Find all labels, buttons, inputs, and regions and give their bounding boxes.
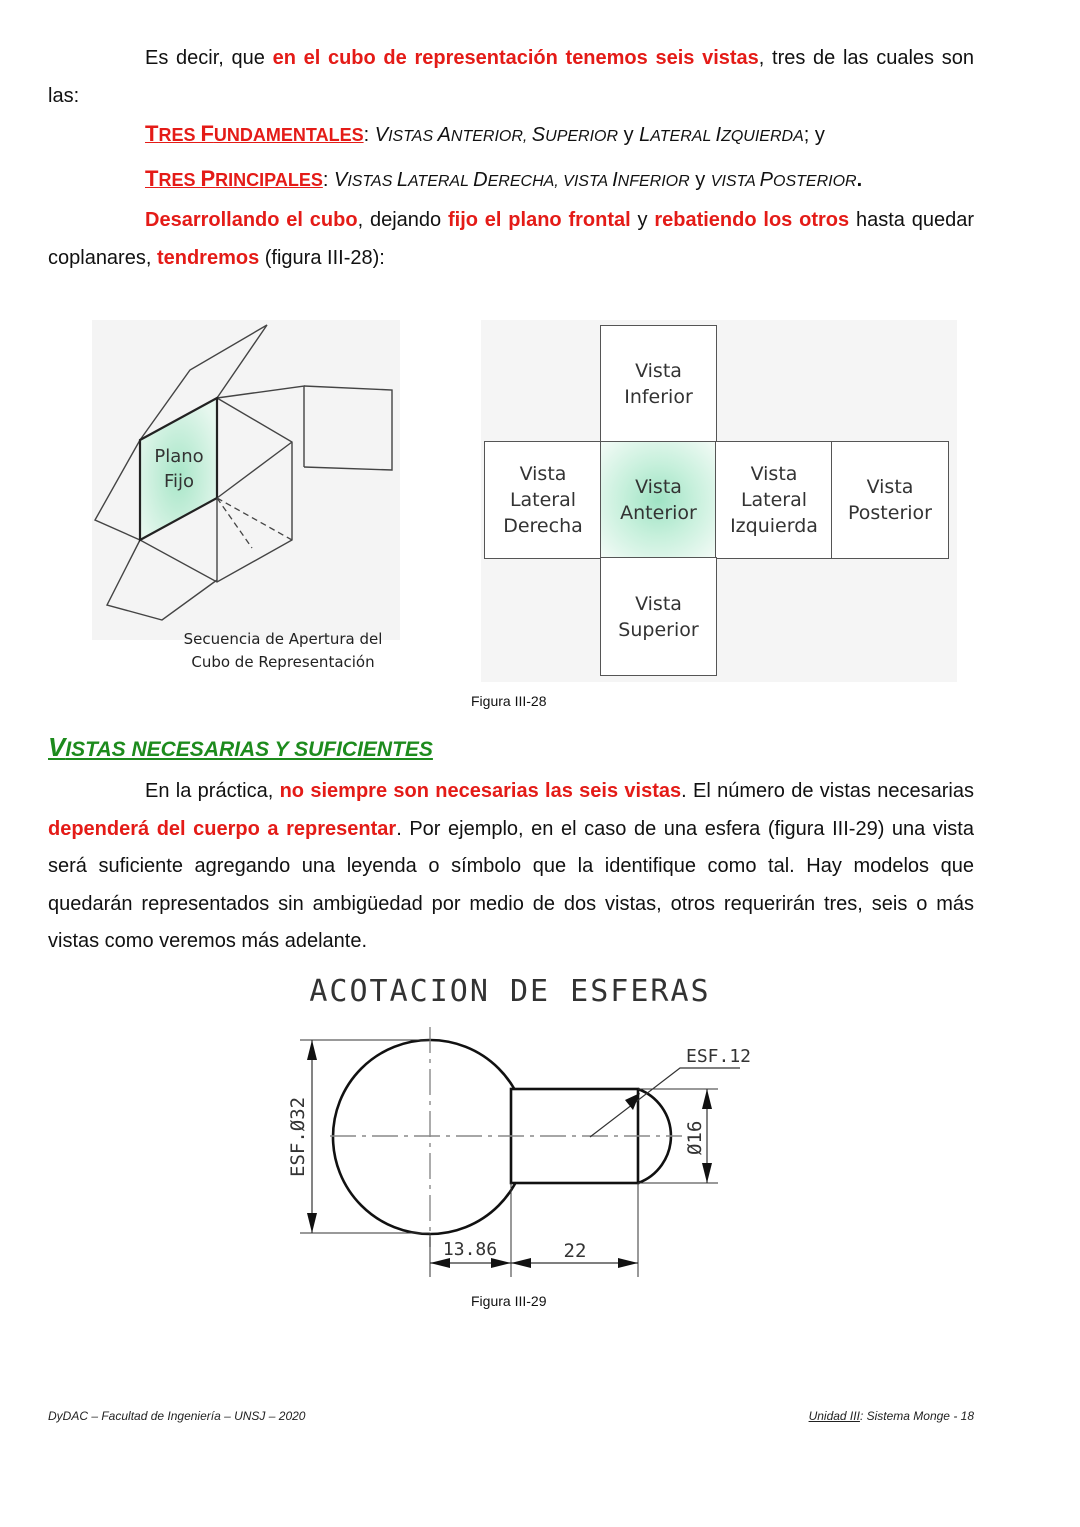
dim-22: 22	[563, 1240, 587, 1262]
paragraph-desarrollando: Desarrollando el cubo, dejando fijo el plano frontal y rebatiendo los otros hasta quedar coplanares, tendremos (figura III-28):	[48, 209, 974, 269]
face-vista-superior: Vista Superior	[600, 557, 717, 676]
figure-29-caption: Figura III-29	[471, 1293, 547, 1309]
paragraph-practica: En la práctica, no siempre son necesarias las seis vistas. El número de vistas necesarias dependerá del cuerpo a representar. Por ejemplo, en el caso de una esfera (figura III-29) una vista será suficiente agregando una leyenda o símbolo que la identifique como tal. Hay modelos que quedarán representados sin ambigüedad por medio de dos vistas, otros requerirán tres, seis o más vistas como veremos más adelante.	[48, 780, 974, 952]
paragraph-intro: Es decir, que en el cubo de representación tenemos seis vistas, tres de las cuales son las:	[48, 47, 974, 107]
face-vista-posterior: Vista Posterior	[831, 441, 949, 559]
dim-13-86: 13.86	[442, 1239, 498, 1260]
footer-right: Unidad III: Sistema Monge - 18	[808, 1409, 974, 1423]
tres-principales-label: TRES PRINCIPALES	[145, 166, 323, 191]
cube-opening-figure	[92, 320, 400, 640]
dim-diameter-16: Ø16	[684, 1120, 706, 1155]
footer-left: DyDAC – Facultad de Ingeniería – UNSJ – 2020	[48, 1409, 306, 1423]
face-vista-inferior: Vista Inferior	[600, 325, 717, 443]
face-vista-lateral-izquierda: Vista Lateral Izquierda	[715, 441, 833, 559]
tres-principales-line: TRES PRINCIPALES: VISTAS LATERAL DERECHA, VISTA INFERIOR y VISTA POSTERIOR.	[145, 166, 863, 191]
dim-esf-12: ESF.12	[686, 1046, 752, 1067]
plano-fijo-label: Plano Fijo	[154, 446, 204, 492]
face-vista-anterior: Vista Anterior	[600, 441, 717, 559]
highlight-six-views: en el cubo de representación tenemos seis vistas	[272, 47, 759, 69]
cube-opening-drawing	[92, 320, 400, 640]
face-vista-lateral-derecha: Vista Lateral Derecha	[484, 441, 602, 559]
dim-esf-32: ESF.Ø32	[287, 1096, 309, 1177]
section-heading-vistas-necesarias: VISTAS NECESARIAS Y SUFICIENTES	[48, 732, 433, 762]
cube-opening-caption: Secuencia de Apertura del Cubo de Representación	[183, 630, 383, 671]
tres-fundamentales-label: TRES FUNDAMENTALES	[145, 121, 364, 146]
sphere-dimensioning-figure	[270, 965, 770, 1285]
unfolded-cube-net	[481, 320, 957, 682]
figure-28-caption: Figura III-28	[471, 693, 547, 709]
tres-fundamentales-line: TRES FUNDAMENTALES: VISTAS ANTERIOR, SUPERIOR y LATERAL IZQUIERDA; y	[145, 121, 825, 146]
sphere-figure-title: ACOTACION DE ESFERAS	[309, 974, 711, 1009]
sphere-dimensioning-drawing	[270, 965, 770, 1285]
